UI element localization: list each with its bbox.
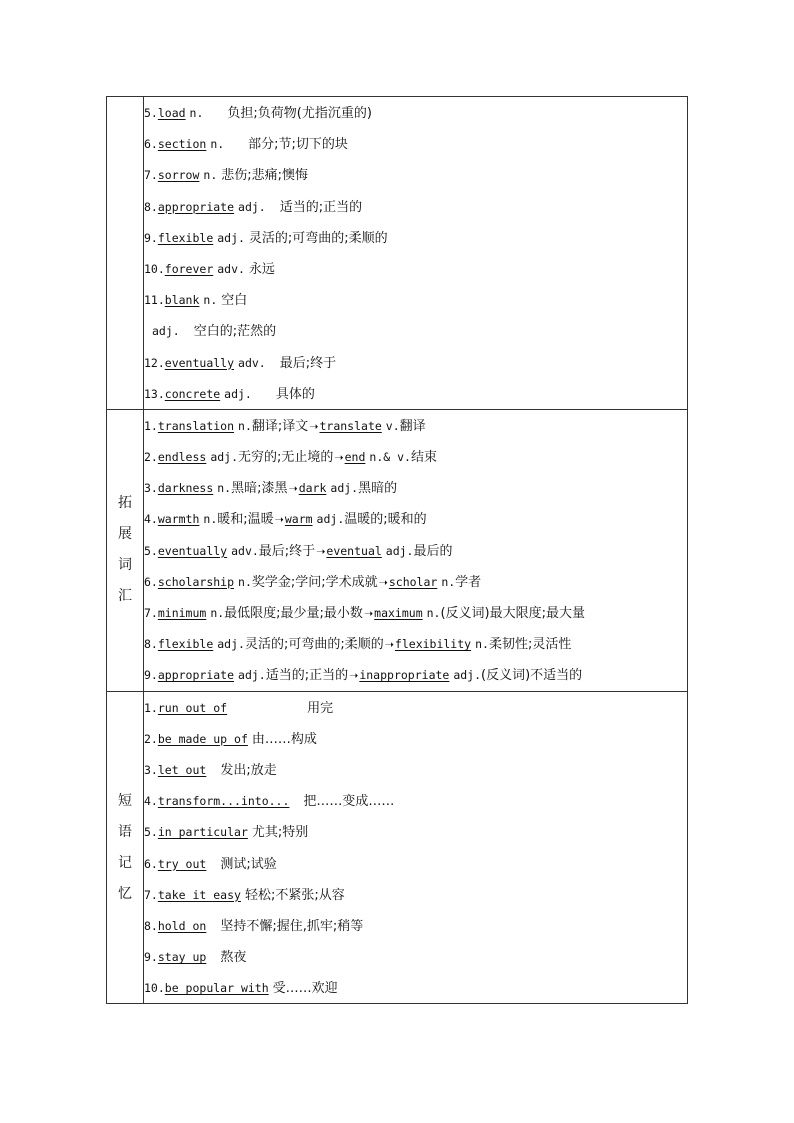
list-item: adj. 空白的;茫然的 [152,324,277,340]
list-item: 6.section n. 部分;节;切下的块 [144,137,348,153]
list-item: 3.darkness n.黑暗;漆黑➝dark adj.黑暗的 [144,481,398,497]
word: load [157,106,186,120]
list-item: 7.take it easy 轻松;不紧张;从容 [144,887,345,903]
arrow-right-icon: ➝ [274,513,284,527]
list-item: 3.let out 发出;放走 [144,762,277,778]
list-item: 9.flexible adj. 灵活的;可弯曲的;柔顺的 [144,230,388,246]
list-item: 11.blank n. 空白 [144,293,248,309]
list-item: 5.in particular 尤其;特别 [144,825,309,841]
list-item: 1.translation n.翻译;译文➝translate v.翻译 [144,418,426,434]
list-item: 2.be made up of 由……构成 [144,731,317,747]
section-label-empty [107,97,144,410]
list-item: 9.appropriate adj.适当的;正当的➝inappropriate adj.(反义词)不适当的 [144,668,583,684]
list-item: 4.transform...into... 把……变成…… [144,794,395,810]
list-item: 6.try out 测试;试验 [144,856,277,872]
list-item: 5.load n. 负担;负荷物(尤指沉重的) [144,106,372,121]
list-item: 5.eventually adv.最后;终于➝eventual adj.最后的 [144,543,453,559]
core-words-list [144,97,688,410]
list-item: 6.scholarship n.奖学金;学问;学术成就➝scholar n.学者 [144,574,482,590]
word: concrete [164,386,221,401]
list-item: 4.warmth n.暖和;温暖➝warm adj.温暖的;暖和的 [144,512,427,528]
word: sorrow [157,168,200,183]
word: forever [164,261,214,276]
list-item: 10.forever adv. 永远 [144,261,275,277]
arrow-right-icon: ➝ [384,638,394,652]
word: flexible [157,230,214,245]
extended-vocab-list [144,409,688,691]
list-item: 7.minimum n.最低限度;最少量;最小数➝maximum n.(反义词)最大限度;最大量 [144,606,585,621]
list-item: 8.hold on 坚持不懈;握住,抓牢;稍等 [144,918,364,934]
arrow-right-icon: ➝ [316,544,326,558]
arrow-right-icon: ➝ [334,451,344,465]
word: section [157,137,207,152]
vocabulary-table [106,96,688,1004]
word: appropriate [157,199,235,214]
arrow-right-icon: ➝ [309,419,319,433]
arrow-right-icon: ➝ [349,669,359,683]
word: blank [164,293,200,308]
section-core-words [107,97,688,410]
arrow-right-icon: ➝ [378,575,388,589]
list-item: 1.run out of 用完 [144,700,334,716]
list-item: 9.stay up 熬夜 [144,950,247,966]
list-item: 2.endless adj.无穷的;无止境的➝end n.& v.结束 [144,450,437,466]
arrow-right-icon: ➝ [363,607,374,620]
section-phrases [107,691,688,1004]
list-item: 12.eventually adv. 最后;终于 [144,355,337,371]
list-item: 8.flexible adj.灵活的;可弯曲的;柔顺的➝flexibility n.柔韧性;灵活性 [144,637,572,653]
list-item: 7.sorrow n. 悲伤;悲痛;懊悔 [144,168,308,184]
section-label: 拓 展 词 汇 [107,409,144,691]
section-extended-vocab [107,409,688,691]
list-item: 8.appropriate adj. 适当的;正当的 [144,199,363,215]
list-item: 10.be popular with 受……欢迎 [144,981,338,997]
list-item: 13.concrete adj. 具体的 [144,386,315,402]
arrow-right-icon: ➝ [288,482,298,496]
word: eventually [164,355,235,370]
phrases-list [144,691,688,1004]
section-label: 短 语 记 忆 [107,691,144,1004]
